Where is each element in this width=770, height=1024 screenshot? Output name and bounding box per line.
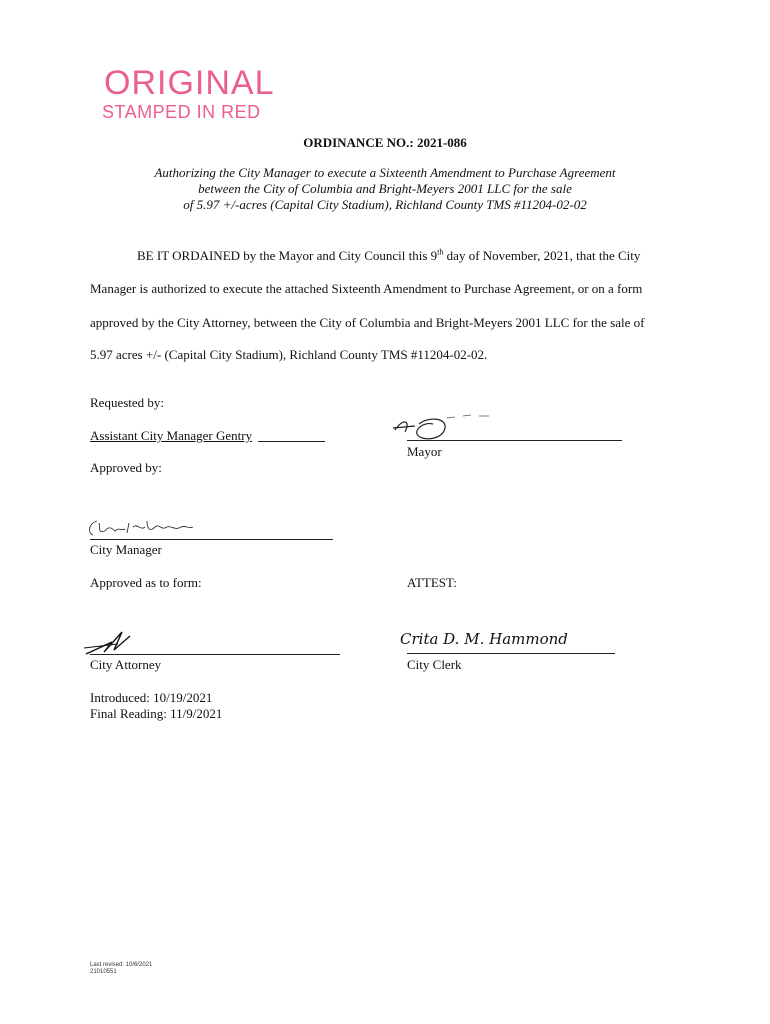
city-clerk-label: City Clerk <box>407 657 462 672</box>
requested-by-label: Requested by: <box>90 395 165 410</box>
city-clerk-signature: Crita D. M. Hammond <box>400 630 568 648</box>
city-attorney-label: City Attorney <box>90 657 162 672</box>
original-stamp <box>100 62 300 122</box>
subtitle-line: Authorizing the City Manager to execute a Sixteenth Amendment to Purchase Agreement <box>154 165 616 180</box>
mayor-signature-line <box>407 440 622 441</box>
superscript-th: th <box>437 247 444 257</box>
body-line-3: approved by the City Attorney, between the City of Columbia and Bright-Meyers 2001 LLC for the sale of <box>90 315 645 330</box>
city-manager-signature <box>85 515 195 541</box>
footer-revised: Last revised: 10/6/2021 <box>90 962 153 968</box>
ordinance-subtitle <box>0 165 770 213</box>
svg-text:ORIGINAL: ORIGINAL <box>104 64 275 102</box>
svg-text:STAMPED IN RED: STAMPED IN RED <box>102 102 261 122</box>
subtitle-line: of 5.97 +/-acres (Capital City Stadium), Richland County TMS #11204-02-02 <box>183 197 587 212</box>
city-manager-label: City Manager <box>90 542 162 557</box>
introduced-date: Introduced: 10/19/2021 <box>90 690 213 705</box>
ordinance-title: ORDINANCE NO.: 2021-086 <box>303 135 467 150</box>
city-manager-signature-line <box>90 539 333 540</box>
approved-as-to-form-label: Approved as to form: <box>90 575 202 590</box>
body-line-1: BE IT ORDAINED by the Mayor and City Council this 9th day of November, 2021, that the City <box>137 247 641 263</box>
approved-by-label: Approved by: <box>90 460 162 475</box>
body-line-4: 5.97 acres +/- (Capital City Stadium), Richland County TMS #11204-02-02. <box>90 347 488 362</box>
body-line-2: Manager is authorized to execute the attached Sixteenth Amendment to Purchase Agreement, or on a form <box>90 281 643 296</box>
requested-by-underline <box>258 441 325 442</box>
mayor-label: Mayor <box>407 444 442 459</box>
city-clerk-signature-line <box>407 653 615 654</box>
requested-by-name: Assistant City Manager Gentry <box>90 428 253 443</box>
footer <box>90 962 152 976</box>
final-reading-date: Final Reading: 11/9/2021 <box>90 706 223 721</box>
city-attorney-signature-line <box>90 654 340 655</box>
attest-label: ATTEST: <box>407 575 457 590</box>
footer-code: 21010551 <box>90 969 117 975</box>
subtitle-line: between the City of Columbia and Bright-Meyers 2001 LLC for the sale <box>198 181 572 196</box>
